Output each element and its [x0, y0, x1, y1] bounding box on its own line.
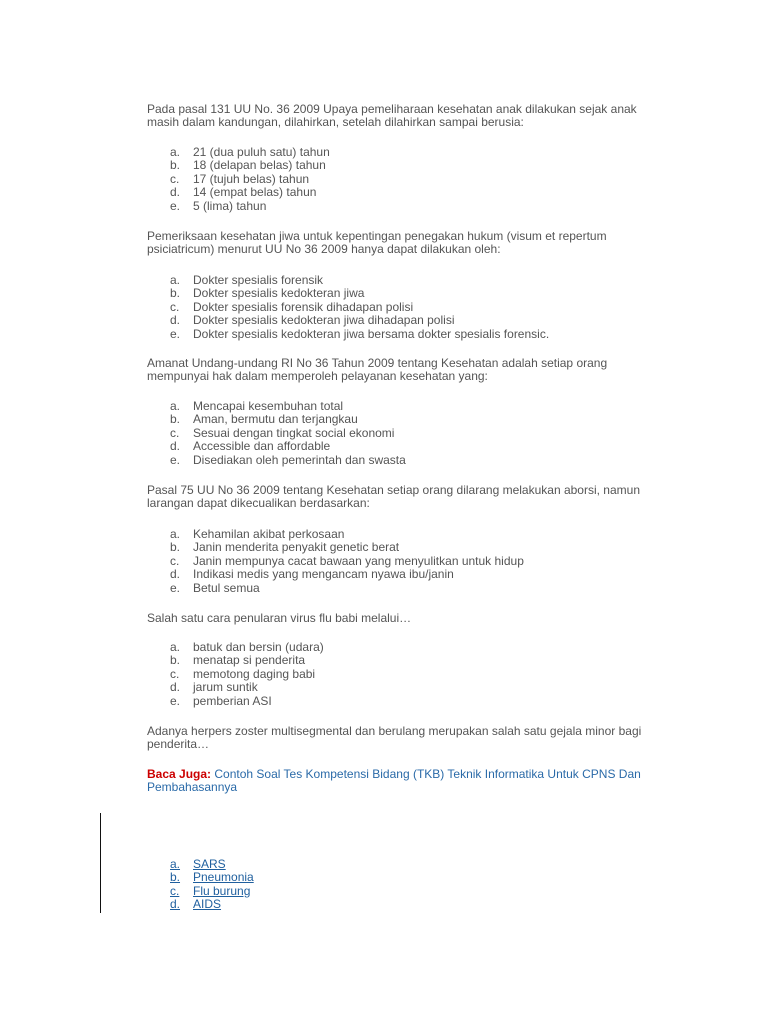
link-option-text: AIDS	[193, 897, 222, 912]
option-text: menatap si penderita	[193, 653, 306, 668]
link-option-letter: a.	[170, 857, 181, 871]
link-option-text: Flu burung	[193, 883, 251, 898]
option-letter: d.	[170, 313, 181, 328]
option-item	[170, 173, 330, 186]
option-letter: b.	[170, 286, 181, 301]
option-item	[170, 681, 324, 694]
link-option[interactable]	[170, 885, 254, 898]
option-letter: e.	[170, 198, 181, 213]
option-letter: a.	[170, 273, 181, 287]
baca-juga-label: Baca Juga:	[147, 767, 212, 781]
option-text: Janin mempunya cacat bawaan yang menyulitkan untuk hidup	[193, 553, 524, 568]
option-letter: b.	[170, 653, 181, 668]
option-text: Sesuai dengan tingkat social ekonomi	[193, 425, 395, 440]
option-letter: d.	[170, 567, 181, 582]
option-item	[170, 582, 524, 595]
option-letter: a.	[170, 640, 181, 654]
option-item	[170, 186, 330, 199]
option-text: 17 (tujuh belas) tahun	[193, 171, 310, 186]
option-text: 14 (empat belas) tahun	[193, 185, 317, 200]
option-letter: a.	[170, 527, 181, 541]
option-letter: e.	[170, 580, 181, 595]
option-letter: e.	[170, 452, 181, 467]
link-option-letter: d.	[170, 897, 181, 912]
question-text: Salah satu cara penularan virus flu babi melalui…	[147, 611, 412, 625]
option-item	[170, 159, 330, 172]
option-item	[170, 568, 524, 581]
link-option-text: SARS	[193, 857, 226, 871]
option-text: batuk dan bersin (udara)	[193, 640, 324, 654]
option-letter: d.	[170, 185, 181, 200]
baca-juga	[147, 768, 667, 795]
option-text: Janin menderita penyakit genetic berat	[193, 540, 400, 555]
option-text: 21 (dua puluh satu) tahun	[193, 145, 330, 159]
option-letter: e.	[170, 693, 181, 708]
option-text: Mencapai kesembuhan total	[193, 399, 344, 413]
option-item	[170, 668, 324, 681]
option-item	[170, 541, 524, 554]
option-text: Dokter spesialis forensik	[193, 273, 324, 287]
option-letter: c.	[170, 299, 180, 314]
question-text: Pasal 75 UU No 36 2009 tentang Kesehatan setiap orang dilarang melakukan aborsi, namun larangan dapat dikecualikan berdasarkan:	[147, 483, 640, 511]
option-letter: b.	[170, 412, 181, 427]
option-text: Indikasi medis yang mengancam nyawa ibu/janin	[193, 567, 454, 582]
link-option[interactable]	[170, 871, 254, 884]
option-item	[170, 274, 549, 287]
option-list	[170, 146, 330, 213]
question-text: Amanat Undang-undang RI No 36 Tahun 2009 tentang Kesehatan adalah setiap orang mempunyai hak dalam memperoleh pelayanan kesehatan yang:	[147, 356, 608, 384]
option-text: memotong daging babi	[193, 666, 316, 681]
option-text: Dokter spesialis forensik dihadapan polisi	[193, 299, 414, 314]
option-item	[170, 146, 330, 159]
option-item	[170, 454, 406, 467]
option-text: Dokter spesialis kedokteran jiwa	[193, 286, 365, 301]
option-item	[170, 328, 549, 341]
link-option-list	[170, 858, 254, 912]
option-letter: b.	[170, 158, 181, 173]
option-letter: d.	[170, 680, 181, 695]
option-text: Accessible dan affordable	[193, 439, 331, 454]
option-item	[170, 314, 549, 327]
option-item	[170, 555, 524, 568]
option-item	[170, 200, 330, 213]
option-letter: c.	[170, 425, 180, 440]
option-letter: a.	[170, 399, 181, 413]
option-item	[170, 400, 406, 413]
option-text: Kehamilan akibat perkosaan	[193, 527, 345, 541]
option-item	[170, 641, 324, 654]
link-option-letter: b.	[170, 870, 181, 885]
option-item	[170, 654, 324, 667]
link-option[interactable]	[170, 898, 254, 911]
option-list	[170, 641, 324, 708]
option-letter: c.	[170, 171, 180, 186]
option-list	[170, 274, 549, 341]
option-text: 18 (delapan belas) tahun	[193, 158, 326, 173]
option-item	[170, 413, 406, 426]
link-option[interactable]	[170, 858, 254, 871]
option-item	[170, 695, 324, 708]
option-letter: b.	[170, 540, 181, 555]
question-text: Pemeriksaan kesehatan jiwa untuk kepentingan penegakan hukum (visum et repertum psiciatricum) menurut UU No 36 2009 hanya dapat dilakukan oleh:	[147, 229, 607, 257]
option-item	[170, 301, 549, 314]
option-text: Dokter spesialis kedokteran jiwa dihadapan polisi	[193, 313, 455, 328]
option-letter: c.	[170, 666, 180, 681]
baca-juga-link[interactable]: Contoh Soal Tes Kompetensi Bidang (TKB) Teknik Informatika Untuk CPNS Dan Pembahasannya	[147, 767, 641, 795]
option-item	[170, 440, 406, 453]
option-text: Dokter spesialis kedokteran jiwa bersama dokter spesialis forensic.	[193, 326, 550, 341]
option-item	[170, 528, 524, 541]
option-letter: d.	[170, 439, 181, 454]
option-list	[170, 528, 524, 595]
option-letter: a.	[170, 145, 181, 159]
option-text: jarum suntik	[193, 680, 258, 695]
option-text: pemberian ASI	[193, 693, 272, 708]
option-item	[170, 427, 406, 440]
vertical-divider	[100, 813, 101, 913]
option-letter: c.	[170, 553, 180, 568]
question-text: Pada pasal 131 UU No. 36 2009 Upaya pemeliharaan kesehatan anak dilakukan sejak anak masih dalam kandungan, dilahirkan, setelah dilahirkan sampai berusia:	[147, 102, 637, 130]
question-text: Adanya herpers zoster multisegmental dan berulang merupakan salah satu gejala minor bagi penderita…	[147, 724, 642, 752]
option-item	[170, 287, 549, 300]
option-text: Aman, bermutu dan terjangkau	[193, 412, 358, 427]
link-option-text: Pneumonia	[193, 870, 254, 885]
option-text: Disediakan oleh pemerintah dan swasta	[193, 452, 406, 467]
link-option-letter: c.	[170, 883, 180, 898]
option-letter: e.	[170, 326, 181, 341]
option-list	[170, 400, 406, 467]
option-text: 5 (lima) tahun	[193, 198, 267, 213]
option-text: Betul semua	[193, 580, 260, 595]
